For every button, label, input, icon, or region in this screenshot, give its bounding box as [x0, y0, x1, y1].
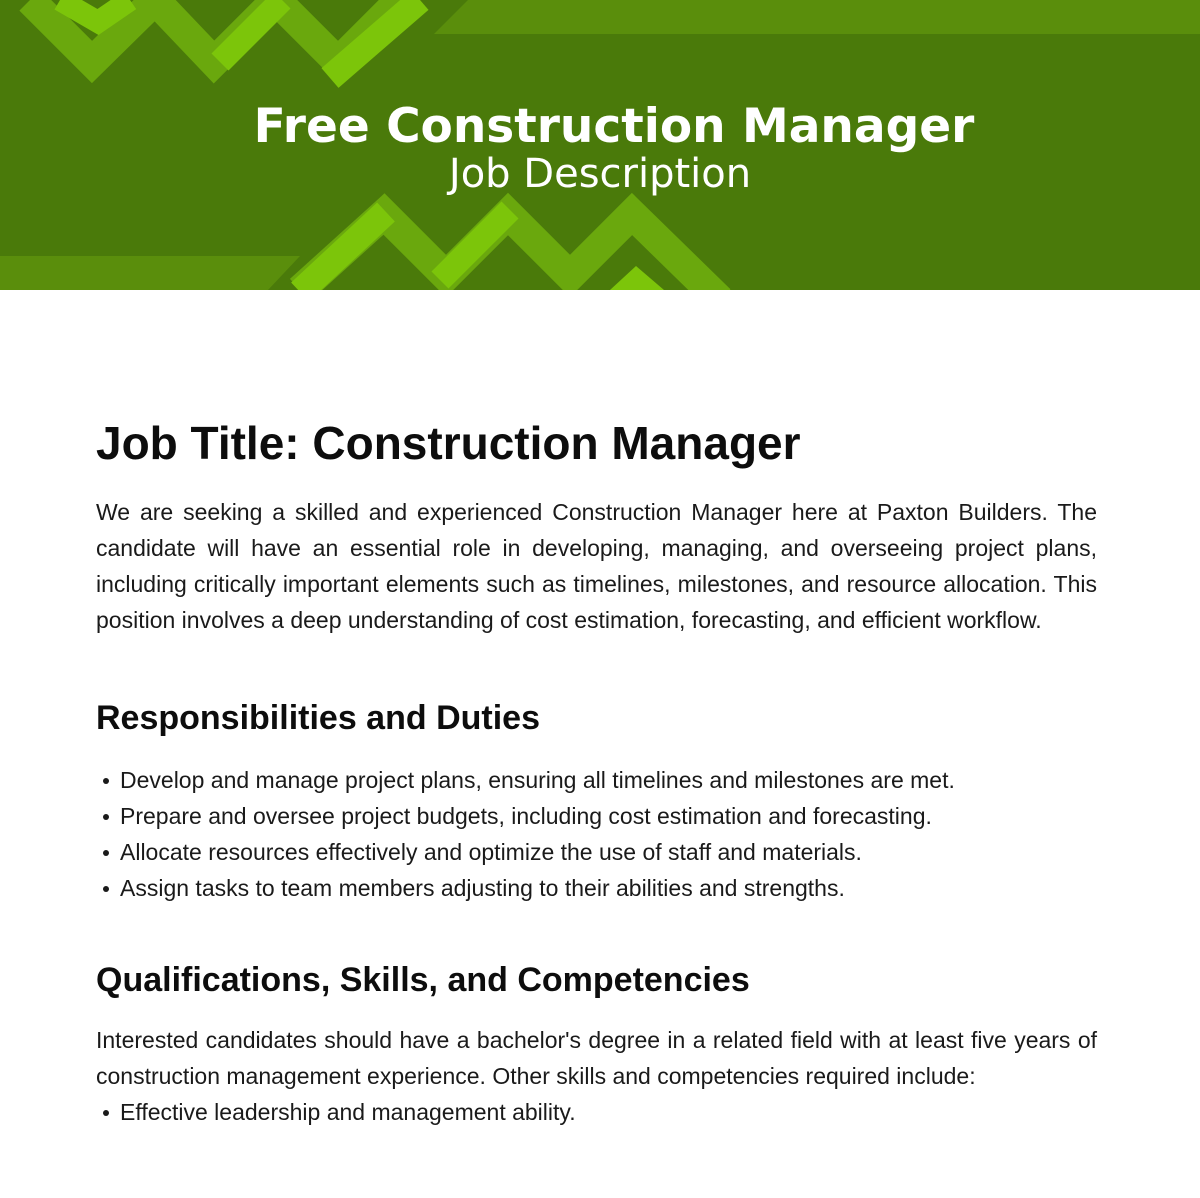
qualifications-list	[96, 1094, 1097, 1130]
qualifications-paragraph: Interested candidates should have a bachelor's degree in a related field with at least five years of construction management experience. Other skills and competencies required include:	[96, 1027, 1097, 1089]
banner-subtitle: Job Description	[448, 151, 752, 197]
job-intro-paragraph: We are seeking a skilled and experienced Construction Manager here at Paxton Builders. The candidate will have an essential role in developing, managing, and overseeing project plans, including critically important elements such as timelines, milestones, and resource allocation. This position involves a deep understanding of cost estimation, forecasting, and efficient workflow.	[96, 499, 1097, 633]
list-item: Effective leadership and management ability.	[96, 1094, 1097, 1130]
responsibilities-heading: Responsibilities and Duties	[96, 699, 540, 737]
header-banner	[0, 0, 1200, 290]
list-item: Assign tasks to team members adjusting to their abilities and strengths.	[96, 870, 1097, 906]
qualifications-heading: Qualifications, Skills, and Competencies	[96, 961, 750, 999]
job-title-heading: Job Title: Construction Manager	[96, 417, 801, 469]
banner-title: Free Construction Manager	[253, 99, 975, 154]
list-item: Develop and manage project plans, ensuring all timelines and milestones are met.	[96, 762, 1097, 798]
list-item: Allocate resources effectively and optimize the use of staff and materials.	[96, 834, 1097, 870]
document-body	[96, 414, 1097, 1130]
responsibilities-list	[96, 762, 1097, 906]
list-item: Prepare and oversee project budgets, including cost estimation and forecasting.	[96, 798, 1097, 834]
